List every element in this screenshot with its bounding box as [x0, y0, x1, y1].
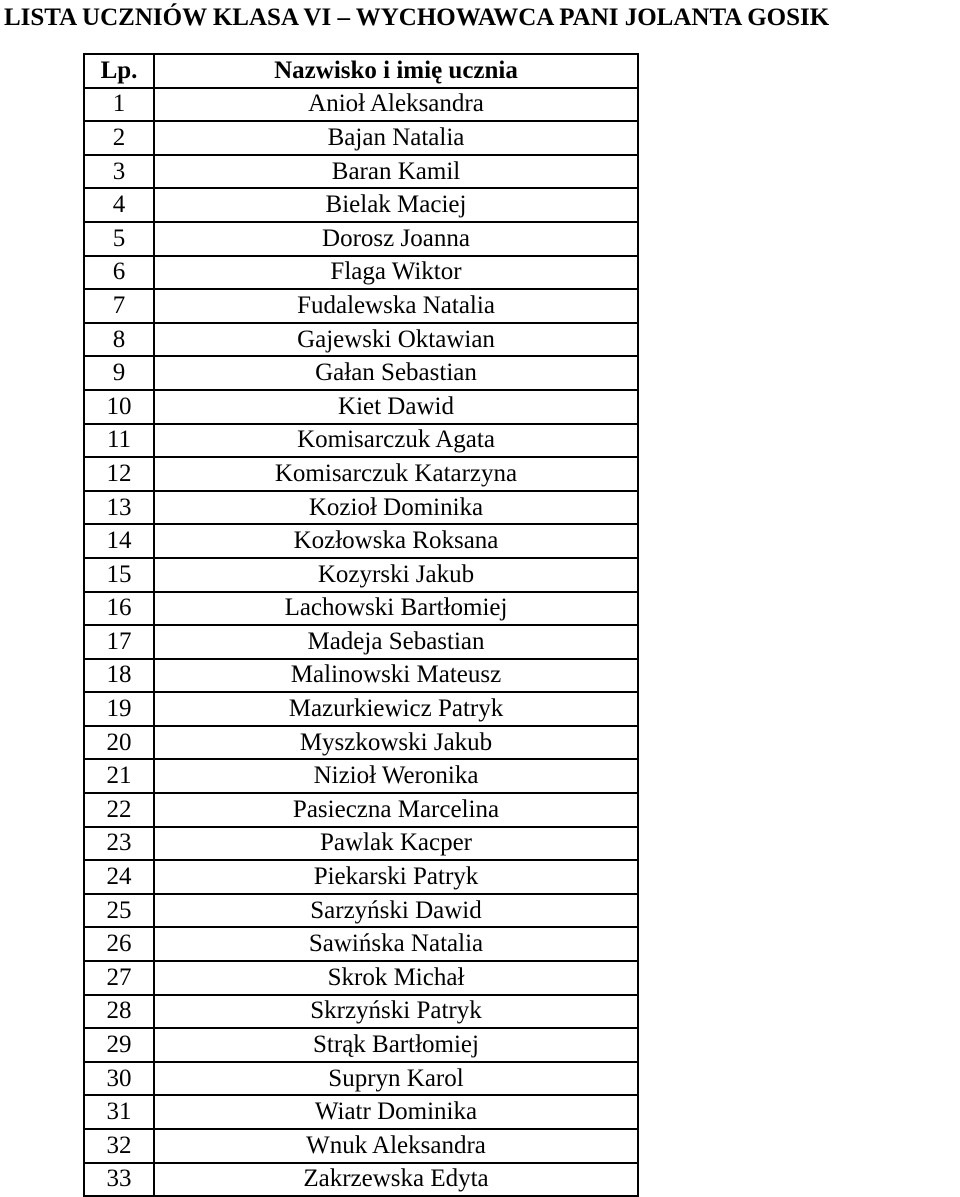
table-row: [84, 927, 638, 961]
student-name-cell: Strąk Bartłomiej: [154, 1028, 638, 1062]
row-number-cell: 15: [84, 558, 154, 592]
student-name-cell: Fudalewska Natalia: [154, 289, 638, 323]
student-name-cell: Sarzyński Dawid: [154, 894, 638, 928]
table-row: [84, 1163, 638, 1197]
row-number-cell: 17: [84, 625, 154, 659]
row-number-cell: 12: [84, 457, 154, 491]
student-name-cell: Bajan Natalia: [154, 121, 638, 155]
row-number-cell: 19: [84, 692, 154, 726]
student-name-cell: Zakrzewska Edyta: [154, 1163, 638, 1197]
student-name-cell: Kozyrski Jakub: [154, 558, 638, 592]
student-name-cell: Kozłowska Roksana: [154, 524, 638, 558]
student-name-cell: Gałan Sebastian: [154, 356, 638, 390]
row-number-cell: 9: [84, 356, 154, 390]
row-number-cell: 10: [84, 390, 154, 424]
table-row: [84, 1028, 638, 1062]
table-row: [84, 424, 638, 458]
student-name-cell: Komisarczuk Katarzyna: [154, 457, 638, 491]
row-number-cell: 30: [84, 1062, 154, 1096]
table-row: [84, 659, 638, 693]
table-row: [84, 625, 638, 659]
student-name-cell: Malinowski Mateusz: [154, 659, 638, 693]
table-row: [84, 1129, 638, 1163]
table-row: [84, 894, 638, 928]
table-row: [84, 1095, 638, 1129]
table-row: [84, 726, 638, 760]
student-name-cell: Nizioł Weronika: [154, 759, 638, 793]
row-number-cell: 16: [84, 592, 154, 626]
student-name-cell: Pawlak Kacper: [154, 827, 638, 861]
column-header-name: Nazwisko i imię ucznia: [154, 54, 638, 88]
table-row: [84, 390, 638, 424]
table-row: [84, 289, 638, 323]
table-row: [84, 356, 638, 390]
student-name-cell: Skrzyński Patryk: [154, 995, 638, 1029]
row-number-cell: 27: [84, 961, 154, 995]
row-number-cell: 18: [84, 659, 154, 693]
row-number-cell: 21: [84, 759, 154, 793]
row-number-cell: 23: [84, 827, 154, 861]
table-row: [84, 524, 638, 558]
student-name-cell: Supryn Karol: [154, 1062, 638, 1096]
student-name-cell: Lachowski Bartłomiej: [154, 592, 638, 626]
row-number-cell: 26: [84, 927, 154, 961]
student-name-cell: Skrok Michał: [154, 961, 638, 995]
table-row: [84, 860, 638, 894]
student-name-cell: Anioł Aleksandra: [154, 88, 638, 122]
row-number-cell: 4: [84, 188, 154, 222]
table-row: [84, 222, 638, 256]
table-row: [84, 457, 638, 491]
row-number-cell: 22: [84, 793, 154, 827]
table-row: [84, 827, 638, 861]
row-number-cell: 31: [84, 1095, 154, 1129]
student-name-cell: Kozioł Dominika: [154, 491, 638, 525]
student-name-cell: Myszkowski Jakub: [154, 726, 638, 760]
row-number-cell: 28: [84, 995, 154, 1029]
student-name-cell: Bielak Maciej: [154, 188, 638, 222]
student-name-cell: Wiatr Dominika: [154, 1095, 638, 1129]
table-row: [84, 759, 638, 793]
student-name-cell: Piekarski Patryk: [154, 860, 638, 894]
student-name-cell: Pasieczna Marcelina: [154, 793, 638, 827]
student-name-cell: Flaga Wiktor: [154, 256, 638, 290]
row-number-cell: 14: [84, 524, 154, 558]
student-name-cell: Gajewski Oktawian: [154, 323, 638, 357]
student-name-cell: Mazurkiewicz Patryk: [154, 692, 638, 726]
row-number-cell: 6: [84, 256, 154, 290]
row-number-cell: 24: [84, 860, 154, 894]
table-row: [84, 1062, 638, 1096]
row-number-cell: 11: [84, 424, 154, 458]
table-row: [84, 592, 638, 626]
table-row: [84, 88, 638, 122]
row-number-cell: 5: [84, 222, 154, 256]
student-name-cell: Wnuk Aleksandra: [154, 1129, 638, 1163]
page-title: LISTA UCZNIÓW KLASA VI – WYCHOWAWCA PANI JOLANTA GOSIK: [4, 4, 830, 31]
student-name-cell: Sawińska Natalia: [154, 927, 638, 961]
student-list-table: [83, 53, 639, 1197]
student-name-cell: Komisarczuk Agata: [154, 424, 638, 458]
table-row: [84, 793, 638, 827]
table-row: [84, 188, 638, 222]
table-row: [84, 995, 638, 1029]
row-number-cell: 7: [84, 289, 154, 323]
student-name-cell: Dorosz Joanna: [154, 222, 638, 256]
table-row: [84, 961, 638, 995]
table-row: [84, 256, 638, 290]
table-row: [84, 323, 638, 357]
table-body: [84, 88, 638, 1197]
student-name-cell: Baran Kamil: [154, 155, 638, 189]
table-row: [84, 491, 638, 525]
column-header-lp: Lp.: [84, 54, 154, 88]
student-name-cell: Madeja Sebastian: [154, 625, 638, 659]
table-row: [84, 692, 638, 726]
row-number-cell: 2: [84, 121, 154, 155]
row-number-cell: 32: [84, 1129, 154, 1163]
row-number-cell: 8: [84, 323, 154, 357]
student-name-cell: Kiet Dawid: [154, 390, 638, 424]
row-number-cell: 25: [84, 894, 154, 928]
row-number-cell: 13: [84, 491, 154, 525]
row-number-cell: 3: [84, 155, 154, 189]
table-row: [84, 155, 638, 189]
row-number-cell: 29: [84, 1028, 154, 1062]
row-number-cell: 20: [84, 726, 154, 760]
table-row: [84, 121, 638, 155]
row-number-cell: 33: [84, 1163, 154, 1197]
table-row: [84, 558, 638, 592]
table-header-row: [84, 54, 638, 88]
row-number-cell: 1: [84, 88, 154, 122]
